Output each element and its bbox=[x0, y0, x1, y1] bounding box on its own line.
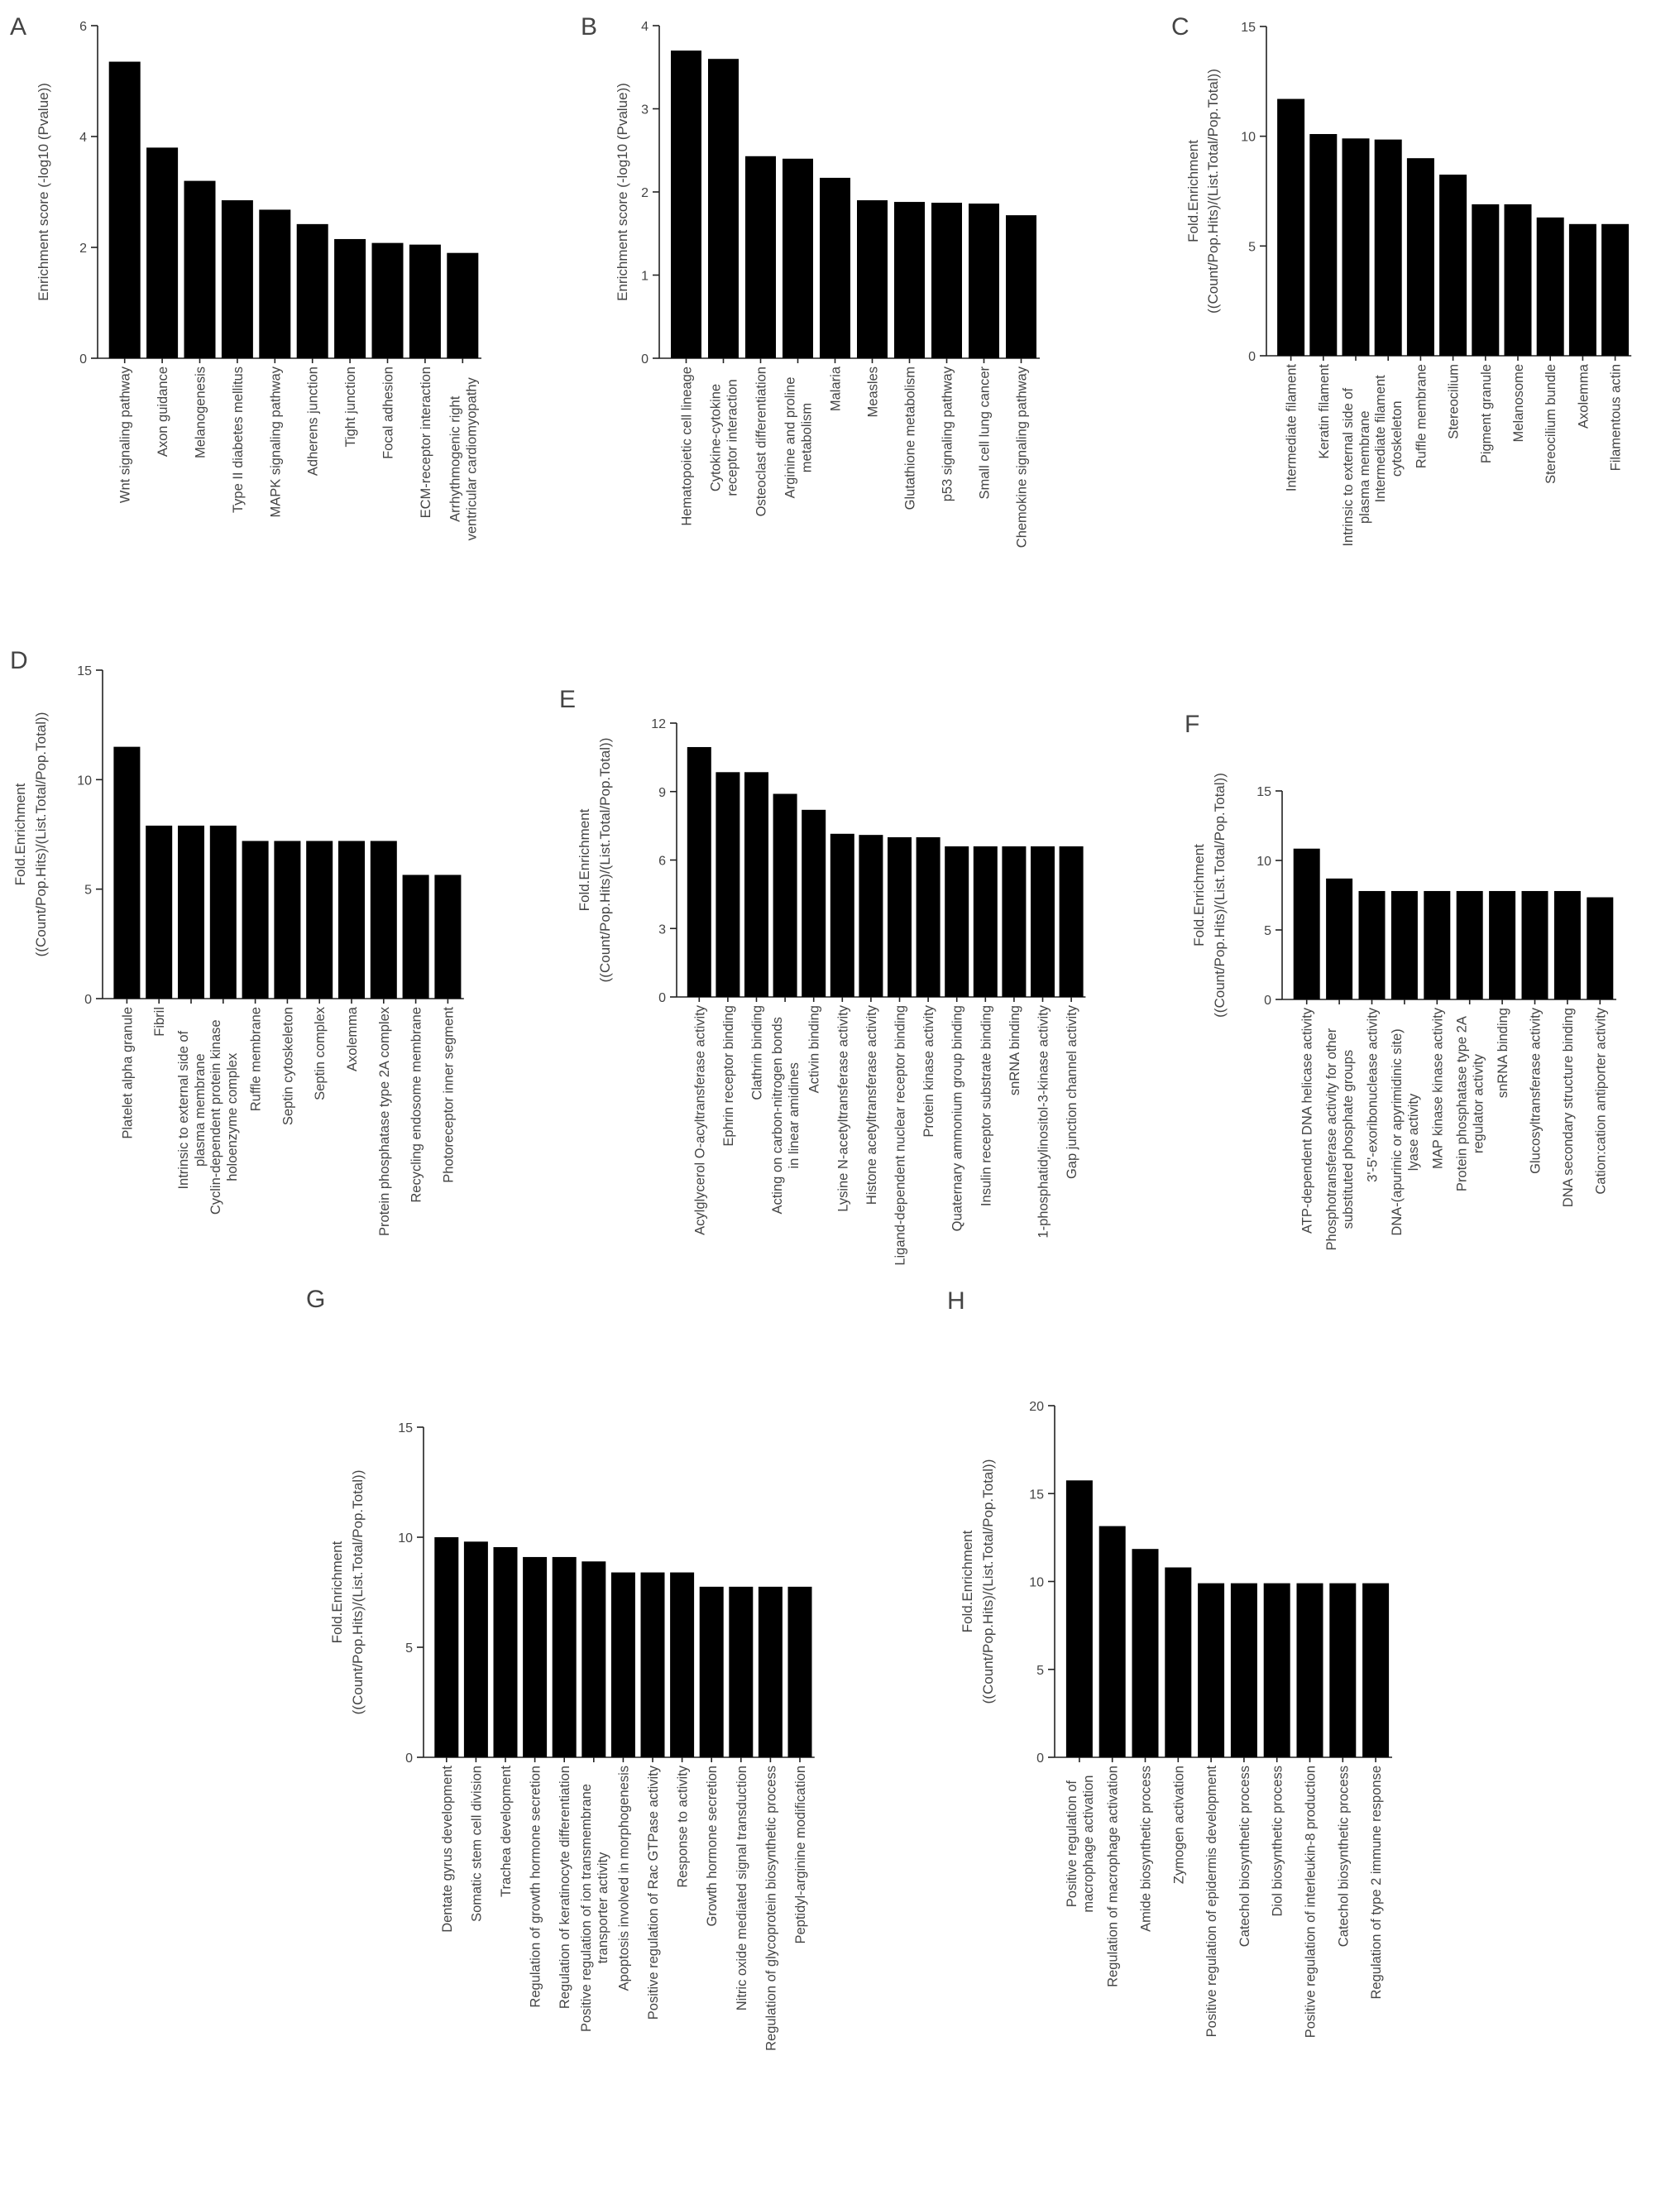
y-tick-label: 10 bbox=[77, 774, 92, 788]
y-tick-label: 15 bbox=[1241, 21, 1256, 35]
y-tick-label: 20 bbox=[1029, 1400, 1044, 1414]
bar bbox=[113, 747, 140, 999]
category-label: Positive regulation of interleukin-8 production bbox=[1303, 1766, 1319, 2039]
category-label: 1-phosphatidylinositol-3-kinase activity bbox=[1036, 1005, 1051, 1239]
panel-letter: A bbox=[10, 13, 27, 41]
y-tick-label: 0 bbox=[405, 1752, 413, 1766]
y-tick-label: 4 bbox=[641, 20, 649, 34]
bar bbox=[1198, 1584, 1224, 1757]
bar bbox=[1472, 204, 1499, 356]
bar bbox=[184, 181, 216, 358]
y-axis-label: Fold.Enrichment bbox=[1185, 140, 1201, 242]
category-label: ATP-dependent DNA helicase activity bbox=[1299, 1008, 1315, 1234]
y-tick-label: 9 bbox=[658, 785, 666, 800]
category-label: Intermediate filament bbox=[1373, 375, 1389, 503]
y-tick-label: 10 bbox=[1029, 1575, 1044, 1590]
bar bbox=[297, 224, 328, 358]
category-label: Dentate gyrus development bbox=[439, 1766, 455, 1933]
category-label: Acylglycerol O-acyltransferase activity bbox=[692, 1005, 708, 1235]
bar bbox=[671, 50, 701, 358]
category-label: Regulation of growth hormone secretion bbox=[528, 1766, 543, 2008]
y-tick-label: 0 bbox=[658, 991, 666, 1005]
category-label: Protein kinase activity bbox=[921, 1005, 937, 1138]
category-label: Cytokine-cytokine bbox=[708, 383, 724, 492]
y-axis-label: Fold.Enrichment bbox=[1191, 844, 1207, 946]
category-label: plasma membrane bbox=[1357, 410, 1372, 525]
y-tick-label: 0 bbox=[1248, 350, 1256, 364]
category-label: Protein phosphatase type 2A complex bbox=[376, 1007, 392, 1237]
category-label: Acting on carbon-nitrogen bonds bbox=[770, 1017, 786, 1215]
category-label: lyase activity bbox=[1405, 1093, 1421, 1172]
bar bbox=[1264, 1584, 1290, 1757]
category-label: Zymogen activation bbox=[1171, 1766, 1187, 1885]
y-axis-label: ((Count/Pop.Hits)/(List.Total/Pop.Total)) bbox=[980, 1459, 996, 1704]
y-tick-label: 5 bbox=[1248, 240, 1256, 255]
bar bbox=[670, 1573, 694, 1757]
bar bbox=[1002, 846, 1026, 997]
category-label: DNA secondary structure binding bbox=[1560, 1007, 1576, 1208]
bar bbox=[830, 834, 854, 997]
bar bbox=[1569, 224, 1596, 356]
category-label: cytoskeleton bbox=[1390, 400, 1405, 477]
bar bbox=[1031, 846, 1055, 997]
category-label: Axon guidance bbox=[156, 367, 171, 458]
category-label: Somatic stem cell division bbox=[469, 1766, 485, 1922]
bar bbox=[1375, 140, 1402, 356]
category-label: Regulation of macrophage activation bbox=[1105, 1766, 1121, 1987]
category-label: Axolemma bbox=[1576, 364, 1591, 429]
y-tick-label: 1 bbox=[641, 269, 649, 284]
category-label: snRNA binding bbox=[1007, 1005, 1022, 1096]
y-tick-label: 12 bbox=[651, 717, 666, 731]
bar bbox=[306, 841, 333, 999]
bar bbox=[523, 1557, 547, 1757]
bar bbox=[1522, 891, 1548, 999]
category-label: Peptidyl-arginine modification bbox=[793, 1766, 808, 1944]
category-label: Keratin filament bbox=[1316, 364, 1332, 459]
category-label: Ruffle membrane bbox=[248, 1007, 264, 1112]
bar bbox=[434, 875, 461, 999]
bar bbox=[1537, 218, 1564, 356]
bar bbox=[687, 747, 711, 997]
category-label: Osteoclast differentiation bbox=[754, 367, 769, 517]
bar bbox=[1457, 891, 1483, 999]
category-label: Intrinsic to external side of bbox=[176, 1030, 191, 1190]
bar bbox=[1297, 1584, 1323, 1757]
bar bbox=[1489, 891, 1515, 999]
bar bbox=[210, 826, 237, 999]
bar bbox=[945, 846, 969, 997]
y-axis-label: Enrichment score (-log10 (Pvalue)) bbox=[615, 83, 630, 301]
category-label: Melanogenesis bbox=[193, 367, 208, 458]
category-label: Melanosome bbox=[1511, 364, 1526, 443]
category-label: plasma membrane bbox=[193, 1053, 208, 1167]
category-label: MAP kinase kinase activity bbox=[1430, 1008, 1446, 1170]
bar bbox=[788, 1587, 812, 1757]
category-label: Measles bbox=[865, 367, 881, 418]
bar bbox=[716, 772, 739, 997]
y-axis-label: Fold.Enrichment bbox=[329, 1541, 345, 1644]
category-label: p53 signaling pathway bbox=[940, 367, 955, 502]
panel-letter: G bbox=[306, 1286, 326, 1313]
category-label: Response to activity bbox=[675, 1766, 691, 1888]
panel-letter: C bbox=[1171, 13, 1189, 41]
bar bbox=[553, 1557, 577, 1757]
bar bbox=[434, 1537, 458, 1757]
bar bbox=[409, 245, 441, 358]
y-axis-label: ((Count/Pop.Hits)/(List.Total/Pop.Total)) bbox=[597, 737, 613, 983]
bar bbox=[1391, 891, 1418, 999]
bar bbox=[1424, 891, 1450, 999]
bar bbox=[917, 837, 941, 997]
category-label: Diol biosynthetic process bbox=[1270, 1766, 1285, 1917]
category-label: Regulation of type 2 immune response bbox=[1369, 1766, 1385, 2000]
category-label: Fibril bbox=[152, 1007, 168, 1037]
category-label: Axolemma bbox=[345, 1007, 360, 1071]
y-axis-label: Fold.Enrichment bbox=[12, 783, 28, 886]
bar bbox=[729, 1587, 753, 1757]
bar bbox=[974, 846, 998, 997]
bar bbox=[447, 253, 478, 358]
bar bbox=[259, 209, 290, 358]
bar bbox=[802, 810, 826, 997]
category-label: Regulation of glycoprotein biosynthetic process bbox=[763, 1766, 779, 2051]
category-label: Tight junction bbox=[343, 366, 359, 448]
category-label: Intrinsic to external side of bbox=[1341, 387, 1356, 547]
category-label: receptor interaction bbox=[725, 379, 740, 496]
bar bbox=[1329, 1584, 1356, 1757]
y-tick-label: 15 bbox=[1256, 785, 1271, 799]
category-label: metabolism bbox=[799, 402, 815, 473]
bar bbox=[1309, 134, 1337, 356]
y-tick-label: 4 bbox=[79, 131, 87, 145]
bar bbox=[708, 59, 739, 358]
category-label: Gap junction channel activity bbox=[1065, 1005, 1080, 1180]
bar bbox=[1066, 1480, 1093, 1757]
panel-letter: E bbox=[559, 686, 577, 713]
bar bbox=[371, 841, 397, 999]
category-label: Cyclin-dependent protein kinase bbox=[208, 1019, 223, 1215]
bar bbox=[888, 837, 912, 997]
category-label: Stereocilium bbox=[1446, 364, 1462, 439]
y-tick-label: 5 bbox=[405, 1641, 413, 1656]
bar bbox=[146, 826, 172, 999]
category-label: Septin complex bbox=[313, 1007, 328, 1100]
bar bbox=[146, 147, 178, 358]
bar bbox=[1132, 1549, 1159, 1757]
y-tick-label: 15 bbox=[1029, 1488, 1044, 1502]
y-tick-label: 5 bbox=[1036, 1663, 1044, 1678]
category-label: DNA-(apurinic or apyrimidinic site) bbox=[1389, 1028, 1405, 1236]
category-label: Positive regulation of Rac GTPase activity bbox=[646, 1766, 661, 2020]
category-label: Catechol biosynthetic process bbox=[1336, 1766, 1352, 1948]
category-label: Trachea development bbox=[499, 1766, 514, 1897]
y-axis-label: ((Count/Pop.Hits)/(List.Total/Pop.Total)) bbox=[350, 1469, 366, 1715]
category-label: snRNA binding bbox=[1496, 1008, 1511, 1099]
category-label: in linear amidines bbox=[787, 1062, 802, 1169]
bar bbox=[1060, 846, 1084, 997]
bar bbox=[274, 841, 300, 999]
category-label: Activin binding bbox=[806, 1005, 822, 1094]
panel-letter: D bbox=[10, 647, 28, 674]
y-tick-label: 0 bbox=[641, 352, 649, 367]
y-tick-label: 5 bbox=[1264, 924, 1271, 938]
bar bbox=[1326, 879, 1352, 999]
bar bbox=[745, 156, 776, 358]
category-label: Catechol biosynthetic process bbox=[1237, 1766, 1252, 1948]
category-label: Focal adhesion bbox=[381, 367, 396, 459]
bar bbox=[820, 178, 850, 358]
bar bbox=[334, 239, 366, 358]
category-label: Protein phosphatase type 2A bbox=[1454, 1016, 1470, 1192]
bar bbox=[744, 772, 768, 997]
category-label: macrophage activation bbox=[1080, 1775, 1096, 1913]
y-tick-label: 10 bbox=[1241, 130, 1256, 145]
category-label: ECM-receptor interaction bbox=[418, 367, 433, 519]
bar bbox=[1165, 1568, 1191, 1758]
bar bbox=[1505, 204, 1532, 356]
bar bbox=[1294, 849, 1320, 999]
y-tick-label: 3 bbox=[641, 103, 649, 117]
category-label: Positive regulation of ion transmembrane bbox=[578, 1784, 594, 2032]
category-label: holoenzyme complex bbox=[224, 1052, 240, 1181]
category-label: Ligand-dependent nuclear receptor binding bbox=[893, 1005, 908, 1266]
category-label: Small cell lung cancer bbox=[977, 367, 993, 500]
bar bbox=[372, 243, 404, 358]
bar bbox=[773, 794, 797, 997]
bar bbox=[1277, 99, 1304, 356]
bar bbox=[242, 841, 269, 999]
y-tick-label: 10 bbox=[398, 1531, 413, 1545]
category-label: Chemokine signaling pathway bbox=[1014, 367, 1030, 549]
bar bbox=[783, 159, 813, 358]
category-label: Type II diabetes mellitus bbox=[230, 367, 246, 514]
category-label: Pigment granule bbox=[1478, 364, 1494, 464]
category-label: Stereocilium bundle bbox=[1544, 364, 1559, 484]
category-label: Arginine and proline bbox=[783, 376, 798, 499]
category-label: Amide biosynthetic process bbox=[1138, 1766, 1154, 1932]
category-label: Apoptosis involved in morphogenesis bbox=[616, 1766, 632, 1991]
category-label: 3'-5'-exoribonuclease activity bbox=[1365, 1008, 1381, 1182]
category-label: Positive regulation of epidermis development bbox=[1204, 1766, 1220, 2038]
category-label: MAPK signaling pathway bbox=[268, 367, 284, 518]
bar bbox=[464, 1541, 488, 1757]
category-label: Insulin receptor substrate binding bbox=[979, 1005, 994, 1207]
category-label: Hematopoietic cell lineage bbox=[679, 367, 695, 526]
category-label: Arrhythmogenic right bbox=[448, 395, 463, 522]
category-label: Wnt signaling pathway bbox=[117, 367, 133, 504]
y-axis-label: ((Count/Pop.Hits)/(List.Total/Pop.Total)) bbox=[1205, 69, 1221, 314]
bar bbox=[700, 1587, 724, 1757]
bar bbox=[582, 1561, 605, 1757]
bar bbox=[931, 203, 962, 358]
y-tick-label: 5 bbox=[84, 883, 92, 898]
category-label: Ruffle membrane bbox=[1414, 364, 1429, 469]
category-label: Intermediate filament bbox=[1284, 364, 1299, 492]
panel-letter: B bbox=[581, 13, 598, 41]
y-tick-label: 6 bbox=[658, 854, 666, 869]
category-label: Clathrin binding bbox=[749, 1005, 765, 1100]
y-tick-label: 0 bbox=[84, 993, 92, 1007]
y-tick-label: 15 bbox=[77, 664, 92, 678]
category-label: Platelet alpha granule bbox=[120, 1007, 136, 1139]
bar bbox=[1099, 1526, 1126, 1757]
y-tick-label: 6 bbox=[79, 20, 87, 34]
category-label: Growth hormone secretion bbox=[705, 1766, 720, 1927]
y-axis-label: ((Count/Pop.Hits)/(List.Total/Pop.Total)) bbox=[33, 712, 49, 957]
bar bbox=[1362, 1584, 1389, 1757]
category-label: Glucosyltransferase activity bbox=[1528, 1008, 1544, 1174]
bar bbox=[1231, 1584, 1257, 1757]
category-label: Cation:cation antiporter activity bbox=[1593, 1008, 1609, 1195]
category-label: Lysine N-acetyltransferase activity bbox=[835, 1005, 851, 1212]
category-label: Nitric oxide mediated signal transduction bbox=[734, 1766, 749, 2011]
y-axis-label: Fold.Enrichment bbox=[960, 1530, 975, 1633]
category-label: Malaria bbox=[828, 367, 844, 412]
category-label: transporter activity bbox=[595, 1852, 610, 1964]
y-tick-label: 3 bbox=[658, 922, 666, 937]
bar bbox=[1407, 158, 1434, 356]
bar bbox=[859, 835, 883, 997]
category-label: regulator activity bbox=[1471, 1054, 1486, 1154]
y-axis-label: Fold.Enrichment bbox=[577, 808, 592, 912]
category-label: Histone acetyltransferase activity bbox=[864, 1005, 879, 1205]
bar bbox=[857, 200, 888, 358]
bar bbox=[1554, 891, 1581, 999]
bar bbox=[1359, 891, 1386, 999]
y-axis-label: Enrichment score (-log10 (Pvalue)) bbox=[36, 83, 51, 301]
y-axis-label: ((Count/Pop.Hits)/(List.Total/Pop.Total)) bbox=[1212, 773, 1228, 1018]
y-tick-label: 0 bbox=[79, 352, 87, 367]
bar bbox=[222, 200, 253, 358]
category-label: Regulation of keratinocyte differentiation bbox=[558, 1766, 573, 2010]
bar bbox=[1601, 224, 1629, 356]
category-label: ventricular cardiomyopathy bbox=[464, 377, 480, 541]
bar bbox=[1343, 138, 1370, 356]
category-label: Quaternary ammonium group binding bbox=[950, 1005, 965, 1232]
bar bbox=[1006, 215, 1036, 358]
y-tick-label: 15 bbox=[398, 1421, 413, 1435]
panel-letter: H bbox=[947, 1287, 965, 1315]
category-label: Ephrin receptor binding bbox=[720, 1005, 736, 1147]
category-label: Adherens junction bbox=[305, 367, 321, 477]
panel-letter: F bbox=[1185, 711, 1200, 738]
bar bbox=[403, 875, 429, 999]
bar bbox=[759, 1587, 783, 1757]
y-tick-label: 0 bbox=[1264, 994, 1271, 1008]
category-label: Positive regulation of bbox=[1064, 1780, 1079, 1908]
bar bbox=[178, 826, 204, 999]
category-label: Filamentous actin bbox=[1608, 364, 1624, 472]
bar bbox=[494, 1547, 518, 1757]
bar bbox=[641, 1573, 665, 1757]
bar bbox=[611, 1573, 635, 1757]
category-label: substituted phosphate groups bbox=[1341, 1049, 1357, 1229]
y-tick-label: 0 bbox=[1036, 1752, 1044, 1766]
bar bbox=[338, 841, 365, 999]
y-tick-label: 2 bbox=[641, 186, 649, 200]
bar bbox=[969, 204, 999, 358]
bar bbox=[894, 202, 925, 358]
category-label: Glutathione metabolism bbox=[902, 367, 918, 510]
bar bbox=[109, 62, 141, 358]
category-label: Septin cytoskeleton bbox=[280, 1007, 296, 1126]
category-label: Photoreceptor inner segment bbox=[441, 1007, 457, 1183]
bar bbox=[1439, 175, 1467, 356]
category-label: Phosphotransferase activity for other bbox=[1324, 1028, 1340, 1251]
category-label: Recycling endosome membrane bbox=[409, 1007, 424, 1203]
bar bbox=[1587, 898, 1613, 999]
y-tick-label: 2 bbox=[79, 242, 87, 256]
y-tick-label: 10 bbox=[1256, 855, 1271, 869]
